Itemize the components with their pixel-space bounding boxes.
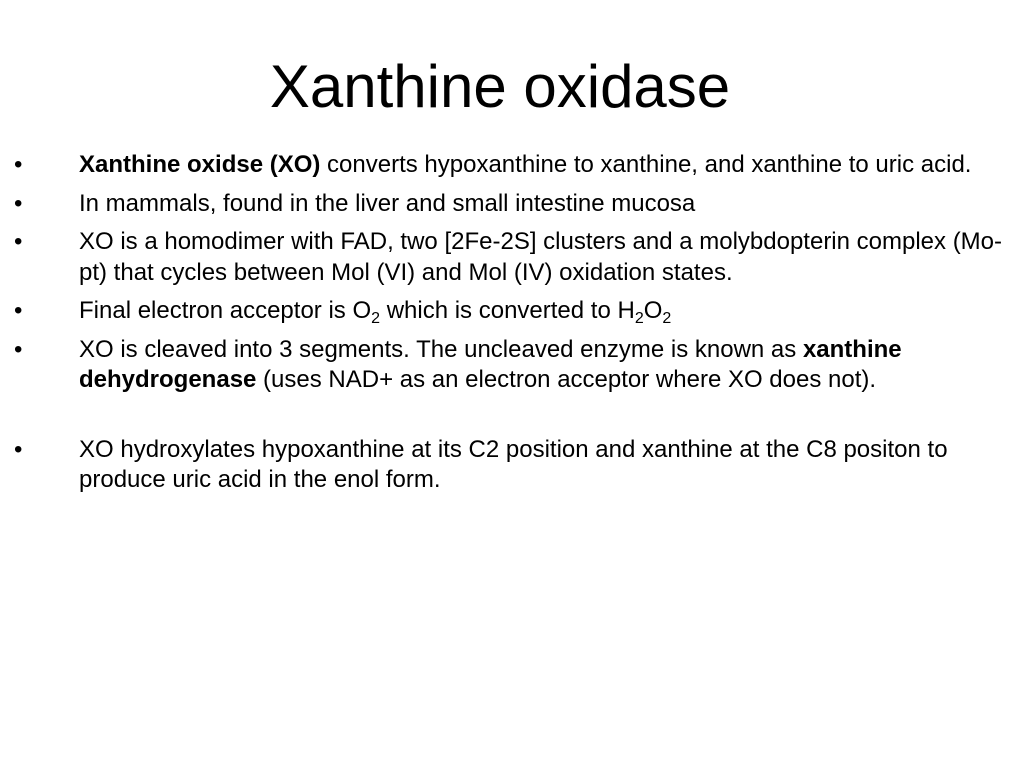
- bullet-dot-icon: •: [14, 189, 23, 217]
- bullet-body-part: XO is cleaved into 3 segments. The uncleaved enzyme is known as: [79, 335, 803, 363]
- bullet-body-part: Final electron acceptor is O: [79, 297, 372, 324]
- bullet-item-5: [0, 335, 1024, 396]
- bullet-item-6: [0, 435, 1024, 496]
- bullet-dot-icon: •: [14, 151, 23, 178]
- slide-title: Xanthine oxidase: [269, 53, 731, 120]
- bullet-item-3: [0, 227, 1024, 288]
- bullet-item-4: [0, 296, 1024, 327]
- subscript: 2: [634, 310, 644, 327]
- bullet-body: converts hypoxanthine to xanthine, and xanthine to uric acid.: [320, 151, 972, 178]
- bullet-text: [79, 296, 1016, 327]
- bullet-text: In mammals, found in the liver and small intestine mucosa: [79, 189, 696, 217]
- bullet-text: [79, 335, 1016, 396]
- bullet-item-2: [0, 189, 1024, 220]
- bullet-text: XO is a homodimer with FAD, two [2Fe-2S] clusters and a molybdopterin complex (Mo-pt) that cycles between Mol (VI) and Mol (IV) oxidation states.: [79, 228, 1003, 286]
- bullet-text: XO hydroxylates hypoxanthine at its C2 position and xanthine at the C8 positon to produce uric acid in the enol form.: [79, 435, 948, 493]
- bullet-body-part: O: [643, 297, 663, 324]
- bullet-body-part: (uses NAD+ as an electron acceptor where XO does not).: [256, 366, 877, 393]
- bold-term: Xanthine oxidse (XO): [79, 151, 321, 178]
- bullet-text: [79, 150, 1016, 181]
- bullet-item-1: [0, 150, 1024, 181]
- bullet-body-part: which is converted to H: [380, 297, 635, 324]
- bold-term: xanthine dehydrogenase: [79, 335, 902, 393]
- bullet-dot-icon: •: [14, 335, 23, 363]
- subscript: 2: [662, 310, 672, 327]
- bullet-list: [0, 150, 1024, 504]
- bullet-dot-icon: •: [14, 228, 23, 255]
- bullet-dot-icon: •: [14, 297, 23, 324]
- bullet-dot-icon: •: [14, 435, 23, 463]
- subscript: 2: [371, 310, 381, 327]
